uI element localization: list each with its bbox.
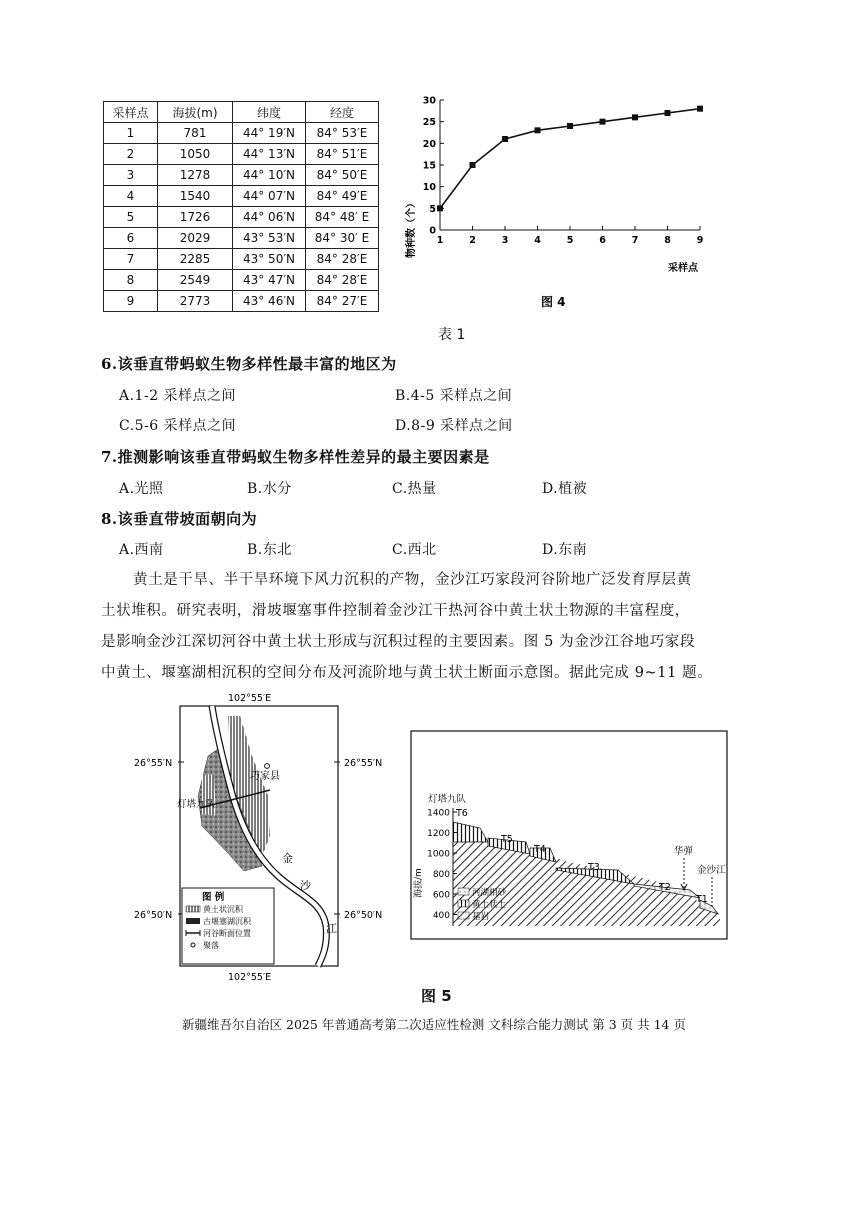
table-cell: 43° 53′N [233,228,306,249]
chart-point [665,110,671,116]
page-footer: 新疆维吾尔自治区 2025 年普通高考第二次适应性检测 文科综合能力测试 第 3 页 共 14 页 [182,1017,686,1032]
section-y-tick-label: 800 [432,870,450,880]
passage [101,565,781,689]
question-7-stem: 7.推测影响该垂直带蚂蚁生物多样性差异的最主要因素是 [101,448,490,466]
legend-swatch-loess [186,906,200,912]
table-cell: 44° 10′N [233,165,306,186]
lat-label: 26°50′N [344,910,383,921]
map-legend [182,888,274,964]
chart-y-tick-label: 10 [422,182,436,194]
settlement-icon [265,764,270,769]
table-cell: 43° 50′N [233,249,306,270]
chart-y-tick-label: 15 [422,160,436,172]
species-chart [400,88,730,316]
q8-option-a: A.西南 [119,542,164,558]
table-row [104,291,379,312]
section-y-tick-label: 1400 [427,808,450,819]
passage-line: 中黄土、堰塞湖相沉积的空间分布及河流阶地与黄土状土断面示意图。据此完成 9~11 题。 [101,665,713,681]
col-header: 海拔(m) [158,102,233,123]
chart-x-tick-label: 3 [501,235,509,246]
passage-line: 是影响金沙江深切河谷中黄土状土形成与沉积过程的主要因素。图 5 为金沙江谷地巧家段 [101,634,696,650]
chart-y-tick-label: 20 [422,138,436,150]
table-cell: 2549 [158,270,233,291]
table-row [104,207,379,228]
table-row [104,123,379,144]
chart-x-tick-label: 5 [566,235,574,246]
col-header: 采样点 [104,102,158,123]
table-cell: 8 [104,270,158,291]
chart-y-label: 物种数（个） [406,198,417,258]
chart-title: 图 4 [541,295,566,309]
chart-x-tick-label: 8 [664,235,671,246]
figure5-map [134,686,400,986]
table-cell: 44° 07′N [233,186,306,207]
table-cell: 1278 [158,165,233,186]
q8-option-c: C.西北 [392,542,437,558]
table-cell: 7 [104,249,158,270]
chart-y-tick-label: 5 [429,203,436,215]
table-row [104,270,379,291]
river-char-2: 沙 [300,879,311,892]
table-cell: 84° 49′E [306,186,379,207]
table-cell: 1 [104,123,158,144]
table-cell: 2285 [158,249,233,270]
figure5-caption: 图 5 [421,987,452,1005]
q6-option-b: B.4-5 采样点之间 [395,388,513,404]
table-cell: 4 [104,186,158,207]
town-label: 巧家县 [250,771,280,782]
table-cell: 9 [104,291,158,312]
table-cell: 1726 [158,207,233,228]
chart-point [567,123,573,129]
figure5-section [408,730,730,942]
chart-x-tick-label: 4 [534,235,541,246]
table-cell: 781 [158,123,233,144]
table-cell: 84° 28′E [306,249,379,270]
chart-x-label: 采样点 [668,263,698,274]
table-cell: 1050 [158,144,233,165]
chart-x-tick-label: 6 [599,235,606,246]
q6-option-a: A.1-2 采样点之间 [119,388,237,404]
legend-swatch-settlement [191,943,195,947]
table-row [104,228,379,249]
table-cell: 3 [104,165,158,186]
table-header-row [104,102,379,123]
river-char-1: 金 [282,852,293,865]
legend-item: 聚落 [203,941,219,950]
q8-option-d: D.东南 [542,542,588,558]
terrace-label: T2 [659,882,671,893]
section-legend-item: 黄土状土 [472,900,507,910]
chart-x-tick-label: 2 [469,235,476,246]
legend-item: 黄土状沉积 [203,905,243,914]
table-cell: 84° 51′E [306,144,379,165]
q7-option-a: A.光照 [119,481,164,497]
chart-point [437,205,443,211]
legend-item: 河谷断面位置 [203,929,251,938]
table-cell: 84° 53′E [306,123,379,144]
question-6-stem: 6.该垂直带蚂蚁生物多样性最丰富的地区为 [101,355,397,373]
chart-point [632,114,638,120]
table-cell: 2 [104,144,158,165]
table-cell: 6 [104,228,158,249]
lat-label: 26°50′N [134,910,173,921]
chart-x-tick-label: 1 [436,235,444,246]
table-cell: 44° 06′N [233,207,306,228]
col-header: 纬度 [233,102,306,123]
q6-option-c: C.5-6 采样点之间 [119,418,237,434]
lat-label: 26°55′N [134,758,173,769]
lat-label: 26°55′N [344,758,383,769]
table-cell: 2773 [158,291,233,312]
q7-option-d: D.植被 [542,481,588,497]
chart-x-tick-label: 9 [696,235,704,246]
section-place-label: 灯塔九队 [428,794,467,805]
table-row [104,249,379,270]
table-cell: 43° 46′N [233,291,306,312]
lon-bottom-label: 102°55′E [228,972,272,983]
legend-title: 图 例 [202,892,225,903]
section-legend-item: 河湖相砂 [472,888,507,898]
passage-line: 黄土是干旱、半干旱环境下风力沉积的产物，金沙江巧家段河谷阶地广泛发育厚层黄 [133,572,692,588]
terrace-label: T3 [588,862,600,873]
q6-option-d: D.8-9 采样点之间 [395,418,513,434]
q7-option-c: C.热量 [392,481,437,497]
huatan-label: 华弹 [674,846,694,857]
river-char-3: 江 [326,922,337,935]
section-legend-swatch-sand [458,888,469,895]
sampling-table [103,101,379,312]
terrace-label: T1 [696,894,708,905]
question-8-stem: 8.该垂直带坡面朝向为 [101,510,258,528]
chart-point [470,162,476,168]
chart-point [697,106,703,112]
section-y-label: 海拔/m [414,868,424,898]
col-header: 经度 [306,102,379,123]
table-row [104,186,379,207]
place-label: 灯塔九队 [177,799,216,810]
table-cell: 2029 [158,228,233,249]
lon-top-label: 102°55′E [228,693,272,704]
legend-item: 古堰塞湖沉积 [203,917,251,926]
table-cell: 84° 28′E [306,270,379,291]
terrace-label: T6 [456,808,468,819]
chart-x-tick-label: 7 [631,235,639,246]
chart-y-tick-label: 25 [422,117,436,129]
terrace-label: T4 [534,844,546,855]
table-cell: 84° 27′E [306,291,379,312]
river-label: 金沙江 [697,865,726,876]
table-cell: 44° 19′N [233,123,306,144]
section-y-tick-label: 600 [432,890,450,901]
chart-point [535,127,541,133]
table-cell: 84° 30′ E [306,228,379,249]
table-cell: 43° 47′N [233,270,306,291]
table-cell: 44° 13′N [233,144,306,165]
table-cell: 84° 50′E [306,165,379,186]
chart-y-tick-label: 30 [422,95,436,107]
chart-y-tick-label: 0 [429,225,436,237]
table-row [104,144,379,165]
table-row [104,165,379,186]
terrace-label: T5 [501,834,513,845]
table-cell: 1540 [158,186,233,207]
passage-line: 土状堆积。研究表明，滑坡堰塞事件控制着金沙江干热河谷中黄土状土物源的丰富程度， [101,603,690,619]
section-y-tick-label: 1000 [427,849,450,860]
table-caption: 表 1 [438,327,466,343]
legend-swatch-lake [186,918,200,924]
q7-option-b: B.水分 [247,481,292,497]
section-y-tick-label: 400 [432,911,450,921]
section-y-tick-label: 1200 [427,829,450,839]
table-cell: 5 [104,207,158,228]
section-legend-swatch-bedrock [458,912,469,919]
q8-option-b: B.东北 [247,542,292,558]
chart-point [502,136,508,142]
table-cell: 84° 48′ E [306,207,379,228]
section-legend-item: 基岩 [472,912,490,922]
chart-point [600,119,606,125]
section-legend-swatch-loess [458,900,469,907]
